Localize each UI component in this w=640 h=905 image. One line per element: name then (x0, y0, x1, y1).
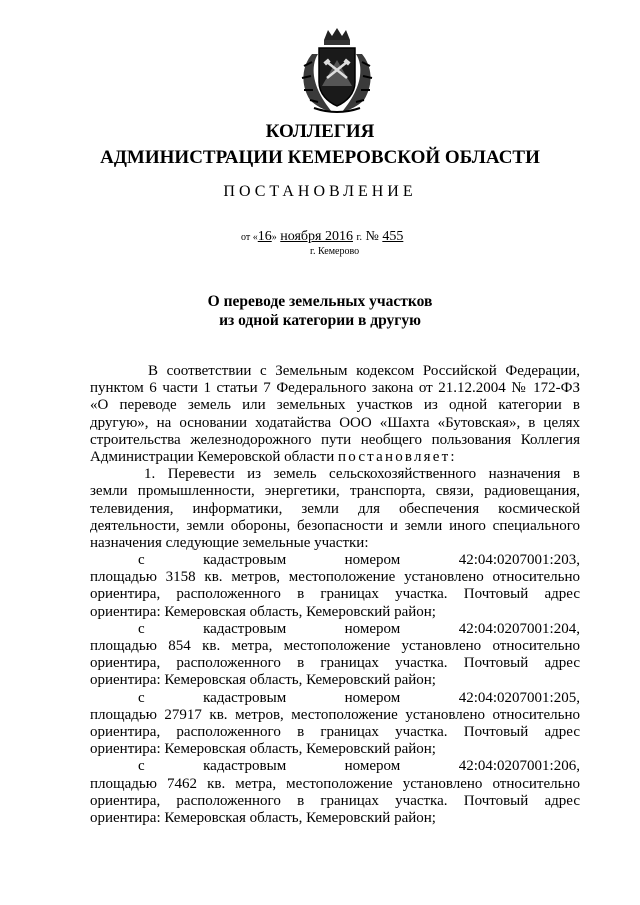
parcel-word: кадастровым (203, 758, 287, 775)
item-line: деятельности, земли обороны, безопасности и земли иного специального (90, 517, 580, 534)
parcel-word: номером (344, 552, 401, 569)
parcel-header (90, 552, 580, 569)
document-type: ПОСТАНОВЛЕНИЕ (223, 183, 417, 200)
parcel-header (90, 621, 580, 638)
date-year-suffix: г. (356, 232, 362, 243)
cadastral-number: 42:04:0207001:203, (458, 552, 580, 569)
intro-line: «О переводе земель или земельных участков из одной категории в (90, 397, 580, 414)
parcel-word: кадастровым (203, 552, 287, 569)
parcel-word: с (138, 620, 145, 637)
parcel-word: номером (344, 620, 401, 637)
subject-line-2: из одной категории в другую (219, 312, 421, 329)
resolution-word: постановляет: (338, 448, 457, 465)
date-quote: » (271, 232, 277, 243)
parcel-line: площадью 7462 кв. метра, местоположение установлено относительно (90, 775, 580, 792)
intro-line: другую», на основании ходатайства ООО «Шахта «Бутовская», в целях (90, 414, 580, 431)
parcel-line: ориентира, расположенного в границах участка. Почтовый адрес (90, 792, 580, 809)
intro-line: В соответствии с Земельным кодексом Российской Федерации, (148, 363, 580, 379)
item-line: телевидения, информатики, земли для обеспечения космической (90, 500, 580, 517)
parcel-header (90, 758, 580, 775)
parcel-line: ориентира: Кемеровская область, Кемеровский район; (90, 672, 436, 689)
document-body (90, 363, 580, 827)
organization-subtitle: АДМИНИСТРАЦИИ КЕМЕРОВСКОЙ ОБЛАСТИ (100, 147, 540, 168)
intro-line: строительства железнодорожного пути необщего пользования Коллегия (90, 431, 580, 448)
item-line: 1. Перевести из земель сельскохозяйственного назначения в (144, 466, 580, 483)
city: г. Кемерово (310, 246, 360, 257)
parcel-line: площадью 854 кв. метра, местоположение установлено относительно (90, 638, 580, 654)
organization-title: КОЛЛЕГИЯ (265, 121, 375, 142)
parcel-word: с (138, 689, 145, 706)
date-month-year: ноября 2016 (280, 229, 353, 244)
document-date-line (241, 229, 403, 245)
parcel-header (90, 690, 580, 707)
parcel-line: ориентира, расположенного в границах участка. Почтовый адрес (90, 586, 580, 603)
parcel-line: ориентира, расположенного в границах участка. Почтовый адрес (90, 723, 580, 740)
parcel-line: ориентира: Кемеровская область, Кемеровский район; (90, 809, 436, 826)
intro-text: Администрации Кемеровской области (90, 448, 335, 465)
intro-line (90, 449, 580, 466)
parcel-word: с (138, 758, 145, 775)
intro-line: пунктом 6 части 1 статьи 7 Федерального закона от 21.12.2004 № 172-ФЗ (90, 380, 580, 397)
parcel-line: ориентира: Кемеровская область, Кемеровский район; (90, 603, 436, 620)
cadastral-number: 42:04:0207001:204, (458, 620, 580, 637)
parcel-word: кадастровым (203, 689, 287, 706)
cadastral-number: 42:04:0207001:206, (458, 758, 580, 775)
parcel-word: кадастровым (203, 620, 287, 637)
item-line: назначения следующие земельные участки: (90, 534, 369, 551)
number-sign: № (365, 229, 379, 244)
parcel-word: номером (344, 689, 401, 706)
parcel-line: ориентира: Кемеровская область, Кемеровский район; (90, 741, 436, 758)
date-day: 16 (257, 229, 272, 244)
parcel-word: с (138, 552, 145, 569)
parcel-line: площадью 3158 кв. метров, местоположение установлено относительно (90, 569, 580, 586)
coat-of-arms-icon (294, 26, 380, 116)
parcel-line: площадью 27917 кв. метров, местоположение установлено относительно (90, 706, 580, 723)
item-line: земли промышленности, энергетики, транспорта, связи, радиовещания, (90, 483, 580, 500)
cadastral-number: 42:04:0207001:205, (458, 689, 580, 706)
document-number: 455 (382, 229, 404, 244)
subject-line-1: О переводе земельных участков (207, 293, 433, 310)
parcel-word: номером (344, 758, 401, 775)
parcel-line: ориентира, расположенного в границах участка. Почтовый адрес (90, 655, 580, 672)
date-prefix: от « (241, 232, 258, 243)
